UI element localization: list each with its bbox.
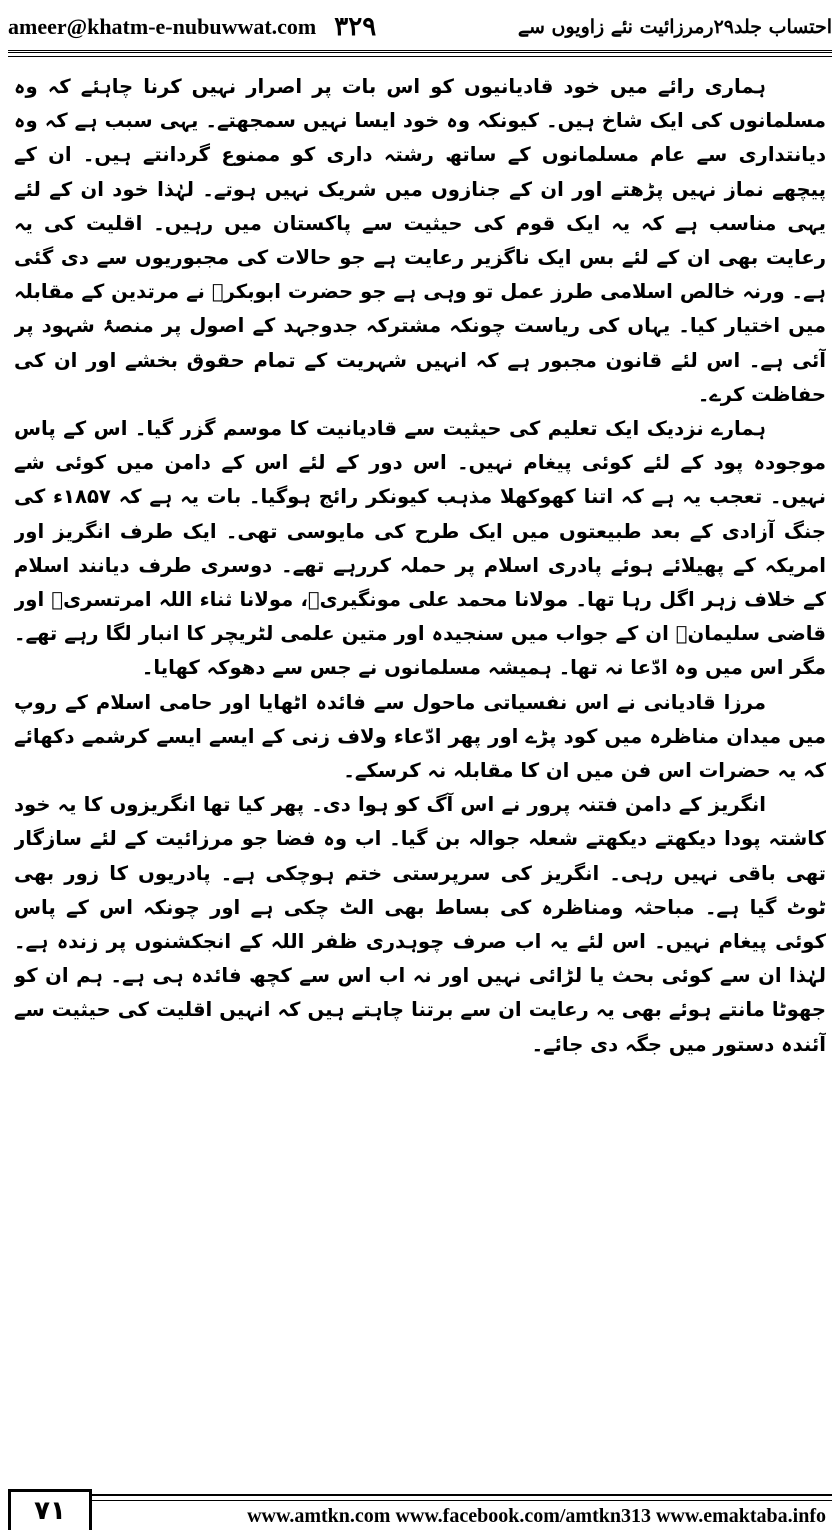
- paragraph: ہماری رائے میں خود قادیانیوں کو اس بات پر اصرار نہیں کرنا چاہئے کہ وہ مسلمانوں کی ایک شاخ ہیں۔ کیونکہ وہ خود ایسا نہیں سمجھتے۔ یہی سبب ہے کہ وہ دیانتداری سے عام مسلمانوں کے ساتھ رشتہ داری کو ممنوع گردانتے ہیں۔ ان کے پیچھے نماز نہیں پڑھتے اور ان کے جنازوں میں شریک نہیں ہوتے۔ لہٰذا خود ان کے لئے یہی مناسب ہے کہ یہ ایک قوم کی حیثیت سے پاکستان میں رہیں۔ اقلیت کی یہ رعایت بھی ان کے لئے بس ایک ناگزیر رعایت ہے جو حالات کی مجبوریوں سے دی گئی ہے۔ ورنہ خالص اسلامی طرز عمل تو وہی ہے جو حضرت ابوبکرؓ نے مرتدین کے مقابلہ میں اختیار کیا۔ یہاں کی ریاست چونکہ مشترکہ جدوجہد کے اصول پر منصۂ شہود پر آئی ہے۔ اس لئے قانون مجبور ہے کہ انہیں شہریت کے تمام حقوق بخشے اور ان کی حفاظت کرے۔: [14, 75, 826, 406]
- footer-links[interactable]: www.amtkn.com www.facebook.com/amtkn313 www.emaktaba.info: [247, 1505, 826, 1527]
- page-header: [8, 10, 832, 44]
- page-body: [14, 70, 826, 1440]
- footer-divider: [92, 1494, 832, 1496]
- footer-right: [92, 1490, 832, 1530]
- paragraph: انگریز کے دامن فتنہ پرور نے اس آگ کو ہوا دی۔ پھر کیا تھا انگریزوں کا یہ خود کاشتہ پودا دیکھتے دیکھتے شعلہ جوالہ بن گیا۔ اب وہ فضا جو مرزائیت کے لئے سازگار تھی باقی نہیں رہی۔ انگریز کی سرپرستی ختم ہوچکی ہے۔ پادریوں کا زور بھی ٹوٹ گیا ہے۔ مباحثہ ومناظرہ کی بساط بھی الٹ چکی ہے اور چونکہ اس کے پاس کوئی پیغام نہیں۔ اس لئے یہ اب صرف چوہدری ظفر اللہ کے انجکشنوں پر زندہ ہے۔ لہٰذا ان سے کوئی بحث یا لڑائی نہیں اور نہ اب اس سے کچھ فائدہ ہی ہے۔ ہم ان کو جھوٹا مانتے ہوئے بھی یہ رعایت ان سے برتنا چاہتے ہیں کہ انہیں اقلیت کی حیثیت سے آئندہ دستور میں جگہ دی جائے۔: [14, 793, 826, 1056]
- paragraph: ہمارے نزدیک ایک تعلیم کی حیثیت سے قادیانیت کا موسم گزر گیا۔ اس کے پاس موجودہ پود کے لئے کوئی پیغام نہیں۔ اس دور کے لئے اس کے دامن میں کوئی شے نہیں۔ تعجب یہ ہے کہ اتنا کھوکھلا مذہب کیونکر رائج ہوگیا۔ بات یہ ہے کہ ۱۸۵۷ء کی جنگ آزادی کے بعد طبیعتوں میں ایک طرح کی مایوسی تھی۔ ایک طرف انگریز اور امریکہ کے پھیلائے ہوئے پادری اسلام پر حملہ کررہے تھے۔ دوسری طرف دیانند اسلام کے خلاف زہر اگل رہا تھا۔ مولانا محمد علی مونگیریؒ، مولانا ثناء اللہ امرتسریؒ اور قاضی سلیمانؒ ان کے جواب میں سنجیدہ اور متین علمی لٹریچر کا انبار لگا رہے تھے۔ مگر اس میں وہ ادّعا نہ تھا۔ ہمیشہ مسلمانوں نے جس سے دھوکہ کھایا۔: [14, 417, 826, 680]
- footer-page-number: ۷۱: [8, 1489, 92, 1530]
- header-left: [8, 12, 376, 42]
- header-title: احتساب جلد۲۹رمرزائیت نئے زاویوں سے: [517, 16, 832, 38]
- page-footer: [8, 1490, 832, 1530]
- paragraph: مرزا قادیانی نے اس نفسیاتی ماحول سے فائدہ اٹھایا اور حامی اسلام کے روپ میں میدان مناظرہ میں کود پڑے اور پھر ادّعاء ولاف زنی کے ایسے ایسے کرشمے دکھائے کہ یہ حضرات اس فن میں ان کا مقابلہ نہ کرسکے۔: [14, 690, 826, 783]
- header-page-number: ۳۲۹: [334, 12, 377, 41]
- header-divider: [8, 50, 832, 57]
- header-email[interactable]: ameer@khatm-e-nubuwwat.com: [8, 14, 317, 39]
